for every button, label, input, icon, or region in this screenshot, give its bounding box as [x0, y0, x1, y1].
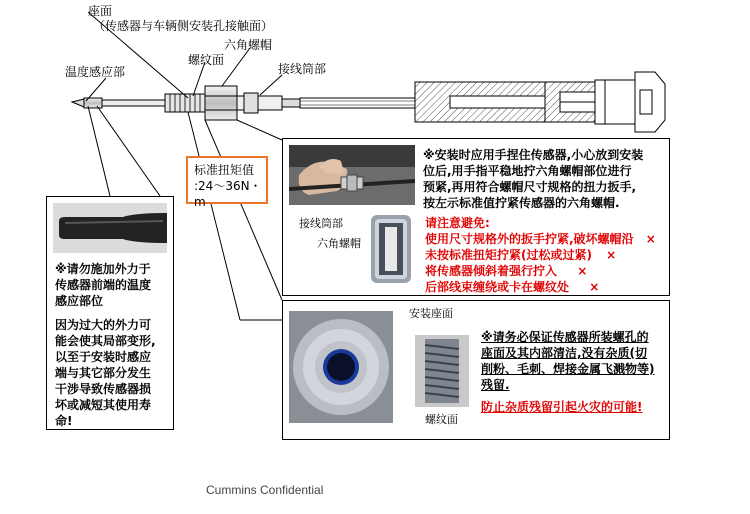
- seat-face-photo: [289, 311, 393, 423]
- seat-face-note: （传感器与车辆侧安装孔接触面）: [93, 19, 274, 33]
- cross-mark-icon: ×: [589, 280, 600, 294]
- cross-mark-icon: ×: [577, 264, 588, 278]
- photo-cable-tube-label: 接线筒部: [299, 217, 343, 230]
- cross-mark-icon: ×: [645, 232, 656, 246]
- cable-tube-label: 接线筒部: [278, 62, 327, 76]
- torque-title: 标准扭矩值: [194, 163, 255, 177]
- hand-install-photo: [289, 145, 415, 205]
- avoid-title: 请注意避免:: [425, 216, 490, 230]
- thread-photo: [415, 335, 469, 407]
- hex-nut-photo: [365, 211, 417, 287]
- torque-value: :24～36N・m: [194, 179, 262, 209]
- temp-sensing-label: 温度感应部: [65, 65, 126, 79]
- photo-hex-nut-label: 六角螺帽: [317, 237, 361, 250]
- seat-cleanliness-box: [282, 300, 670, 440]
- torque-value-box: [186, 156, 268, 209]
- avoid-item: 使用尺寸规格外的扳手拧紧,破坏螺帽沿 ×: [425, 232, 656, 246]
- seat-photo-label: 安装座面: [409, 307, 453, 320]
- fire-warning-text: 防止杂质残留引起火灾的可能!: [481, 400, 643, 414]
- sensing-tip-photo: [53, 203, 167, 253]
- avoid-item: 后部线束缠绕或卡在螺纹处 ×: [425, 280, 600, 294]
- sensing-warning-text: ※请勿施加外力于 传感器前端的温度 感应部位: [55, 262, 152, 308]
- install-instruction-box: [282, 138, 670, 296]
- sensing-warning-box: [46, 196, 174, 430]
- avoid-item: 将传感器倾斜着强行拧入 ×: [425, 264, 588, 278]
- thread-face-label: 螺纹面: [188, 53, 225, 67]
- sensing-warning-reason: 因为过大的外力可 能会使其局部变形, 以至于安装时感应 端与其它部分发生 干涉导致传感器损 坏或减短其使用寿 命!: [55, 318, 156, 428]
- seat-face-label: 座面: [88, 4, 113, 18]
- hex-nut-label: 六角螺帽: [224, 38, 273, 52]
- confidential-footer: Cummins Confidential: [206, 483, 324, 497]
- install-instruction-text: ※安装时应用手捏住传感器,小心放到安装 位后,用手指平稳地拧六角螺帽部位进行 预紧,再用符合螺帽尺寸规格的扭力扳手, 按左示标准值拧紧传感器的六角螺帽.: [423, 148, 644, 210]
- seat-instruction-text: ※请务必保证传感器所装螺孔的 座面及其内部清洁,没有杂质(切 削粉、毛刺、焊接金属飞溅物等) 残留.: [481, 330, 655, 392]
- cross-mark-icon: ×: [606, 248, 617, 262]
- avoid-item: 未按标准扭矩拧紧(过松或过紧) ×: [425, 248, 617, 262]
- thread-photo-label: 螺纹面: [425, 413, 458, 426]
